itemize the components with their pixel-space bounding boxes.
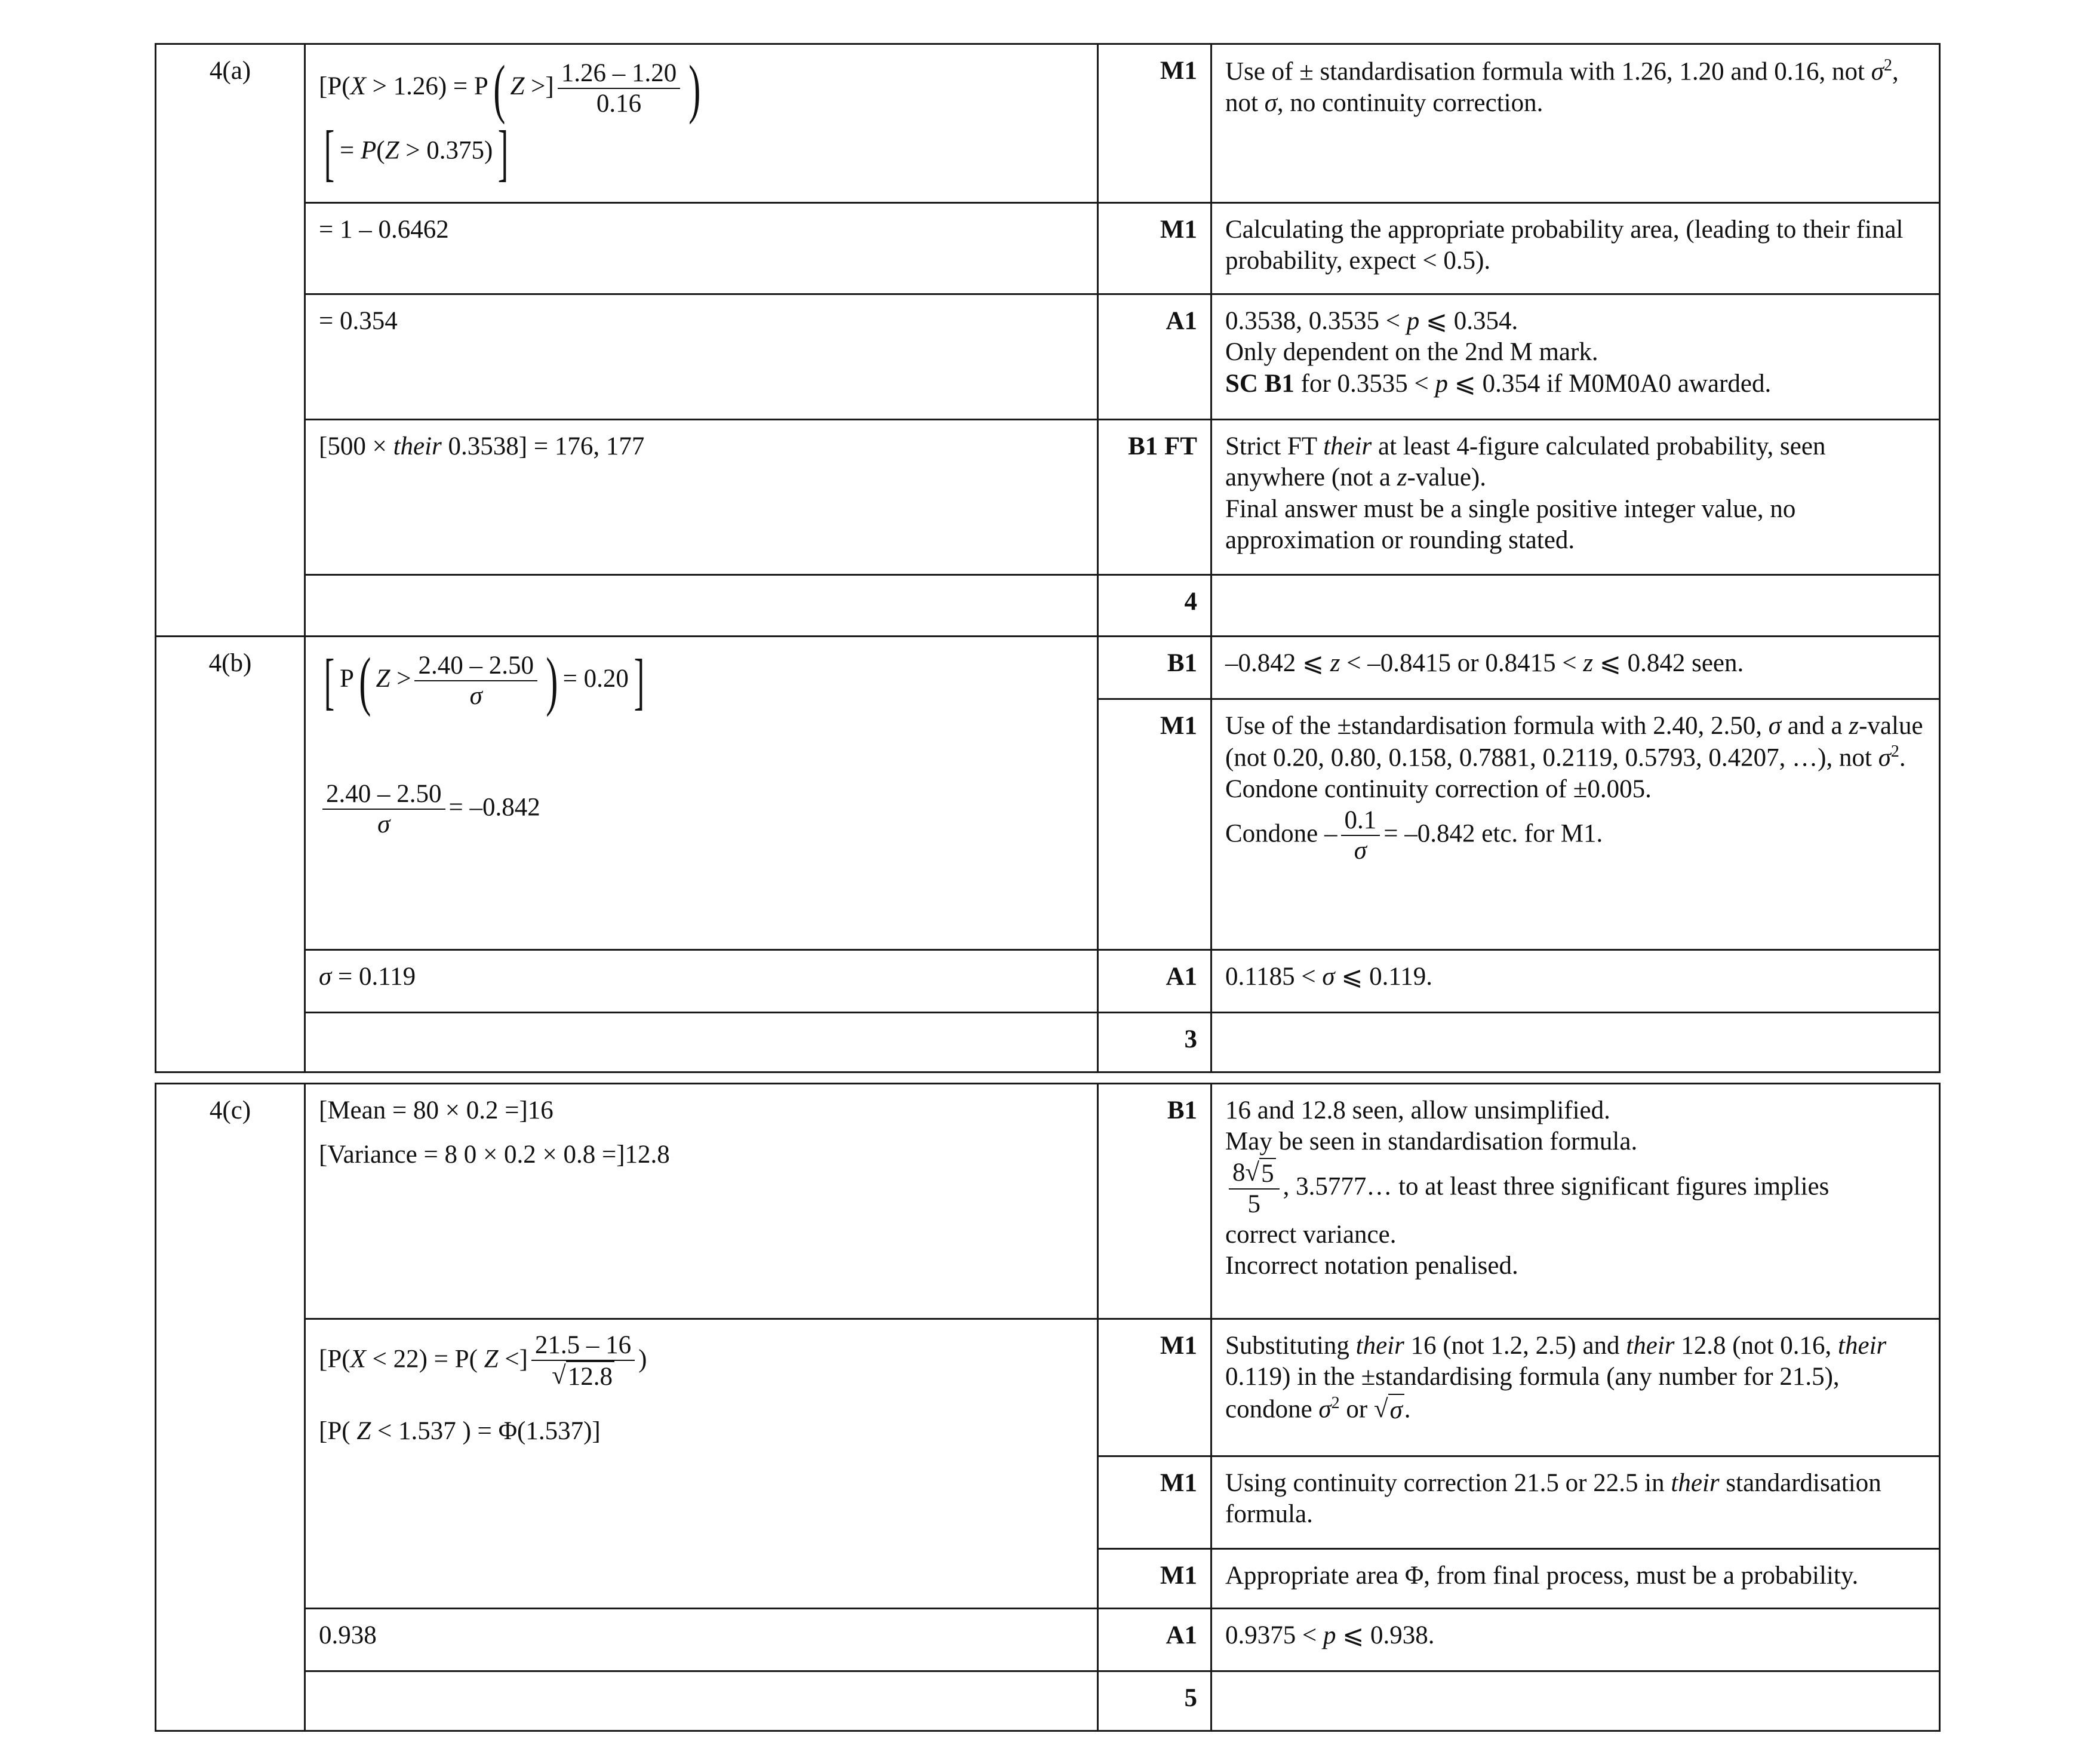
guidance-cell: Calculating the appropriate probability area, (leading to their final probability, expect < 0.5). [1211, 203, 1940, 294]
answer-line [319, 779, 1084, 840]
answer-cell [305, 1671, 1098, 1731]
guidance-text: < –0.8415 or 0.8415 < [1340, 649, 1583, 677]
guidance-text: 16 (not 1.2, 2.5) and [1404, 1332, 1626, 1360]
guidance-text: Use of ± standardisation formula with 1.26, 1.20 and 0.16, not [1225, 57, 1871, 86]
paren-close: ) [688, 52, 701, 125]
answer-cell [305, 44, 1098, 203]
variable-z: Z [376, 664, 390, 693]
answer-cell: 0.938 [305, 1609, 1098, 1671]
guidance-line [1225, 806, 1926, 866]
sigma-symbol: σ [1768, 712, 1781, 740]
answer-line: [Variance = 8 0 × 0.2 × 0.8 =]12.8 [319, 1141, 670, 1169]
guidance-cell [1211, 420, 1940, 575]
variable-p: P [360, 136, 377, 165]
table-row [156, 1319, 1940, 1456]
mark-code: B1 [1098, 637, 1211, 699]
guidance-cell [1211, 44, 1940, 203]
guidance-text: their [1838, 1332, 1887, 1360]
guidance-cell [1211, 699, 1940, 950]
answer-text: [P( [319, 72, 350, 100]
guidance-line: May be seen in standardisation formula. [1225, 1127, 1638, 1156]
guidance-text: –0.842 ⩽ [1225, 649, 1330, 677]
guidance-text: -value (not 0.20, 0.80, 0.158, 0.7881, 0.2119, 0.5793, 0.4207, …), not [1225, 712, 1923, 772]
fraction [322, 779, 445, 840]
superscript: 2 [1883, 56, 1892, 75]
guidance-text: ⩽ 0.354. [1419, 307, 1518, 335]
guidance-cell [1211, 1671, 1940, 1731]
fraction [531, 1330, 635, 1392]
sigma-symbol: σ [1878, 743, 1891, 772]
guidance-text: = –0.842 etc. for M1. [1383, 819, 1603, 847]
mark-code: M1 [1098, 699, 1211, 950]
fraction-denominator: σ [469, 682, 482, 710]
answer-cell [305, 1084, 1098, 1319]
sqrt-symbol: √ σ [1374, 1394, 1404, 1426]
fraction [558, 59, 681, 119]
variable-z: Z [385, 136, 399, 165]
guidance-text: ⩽ 0.354 if M0M0A0 awarded. [1448, 369, 1772, 398]
answer-line: [Mean = 80 × 0.2 =]16 [319, 1096, 554, 1124]
fraction-denominator: 0.16 [596, 90, 642, 118]
answer-text: their [393, 432, 442, 460]
guidance-cell [1211, 1319, 1940, 1456]
answer-text: ) [638, 1345, 647, 1373]
answer-text: = 0.119 [331, 963, 416, 991]
answer-line [319, 52, 1084, 125]
sqrt-symbol: √ 12.8 [552, 1361, 614, 1391]
mark-scheme-table [155, 43, 1941, 1732]
answer-text: ] [592, 1416, 601, 1445]
answer-line [319, 1416, 1084, 1447]
answer-text: 0.3538] = 176, 177 [441, 432, 645, 460]
table-row [156, 203, 1940, 294]
sigma-symbol: σ [1318, 1395, 1332, 1424]
guidance-text: at least 4-figure calculated probability, seen anywhere (not a [1225, 432, 1826, 492]
guidance-text: 12.8 [566, 1361, 614, 1391]
variable-z: z [1330, 649, 1340, 677]
spacer [319, 1392, 1084, 1416]
special-case-label: SC B1 [1225, 369, 1294, 398]
fraction-numerator [1229, 1158, 1280, 1190]
answer-text: [500 × [319, 432, 393, 460]
fraction-numerator: 2.40 – 2.50 [414, 651, 537, 681]
mark-code: B1 FT [1098, 420, 1211, 575]
variable-z: z [1397, 463, 1407, 492]
spacer [319, 1126, 1084, 1139]
guidance-text: 0.119) in the ±standardising formula (any number for 21.5), condone [1225, 1363, 1840, 1424]
table-row [156, 44, 1940, 203]
spacer [319, 714, 1084, 779]
guidance-cell [1211, 575, 1940, 637]
answer-text: <] [498, 1345, 528, 1373]
guidance-text: Using continuity correction 21.5 or 22.5 in [1225, 1469, 1671, 1497]
superscript: 2 [1331, 1393, 1340, 1412]
guidance-line [1225, 306, 1926, 337]
paren-open: ( [493, 52, 506, 125]
guidance-text: ⩽ 0.938. [1336, 1621, 1435, 1649]
answer-cell: = 1 – 0.6462 [305, 203, 1098, 294]
guidance-text: 0.3538, 0.3535 < [1225, 307, 1407, 335]
answer-line [319, 644, 1084, 717]
sigma-symbol: σ [1388, 1394, 1404, 1426]
mark-code: B1 [1098, 1084, 1211, 1319]
answer-text: > [390, 664, 411, 693]
fraction-denominator: σ [1354, 837, 1367, 865]
table-row [156, 575, 1940, 637]
sqrt-symbol: √ 5 [1246, 1158, 1276, 1188]
answer-cell [305, 1013, 1098, 1072]
variable-z: z [1849, 712, 1859, 740]
fraction-numerator: 2.40 – 2.50 [322, 779, 445, 810]
answer-text: Φ(1.537) [498, 1416, 592, 1445]
answer-text: > 0.375 [399, 136, 485, 165]
guidance-line [1225, 368, 1926, 399]
answer-cell [305, 575, 1098, 637]
fraction-numerator: 0.1 [1341, 806, 1380, 836]
question-label: 4(a) [156, 44, 305, 637]
variable-z: Z [356, 1416, 371, 1445]
guidance-text: 8 [1232, 1158, 1246, 1187]
guidance-text: 5 [1259, 1158, 1276, 1188]
answer-text: < 1.537 ) = [371, 1416, 499, 1445]
guidance-line: Only dependent on the 2nd M mark. [1225, 338, 1598, 367]
guidance-line: 16 and 12.8 seen, allow unsimplified. [1225, 1096, 1610, 1124]
guidance-text: standardisation formula. [1225, 1469, 1881, 1529]
guidance-text: . [1404, 1395, 1411, 1424]
paren-close: ) [546, 644, 558, 717]
answer-cell [305, 1319, 1098, 1609]
paren-open: ( [359, 644, 371, 717]
fraction-denominator: σ [377, 810, 390, 839]
guidance-text: Use of the ±standardisation formula with 2.40, 2.50, [1225, 712, 1769, 740]
guidance-line: correct variance. [1225, 1220, 1397, 1249]
guidance-line [1225, 1158, 1926, 1219]
mark-code: A1 [1098, 294, 1211, 420]
mark-code: M1 [1098, 44, 1211, 203]
variable-z: Z [484, 1345, 499, 1373]
answer-text: = –0.842 [448, 793, 540, 822]
answer-text: [P( [319, 1345, 350, 1373]
variable-x: X [350, 1345, 366, 1373]
fraction [1229, 1158, 1280, 1219]
question-label: 4(b) [156, 637, 305, 1072]
fraction-denominator: 5 [1247, 1190, 1261, 1219]
guidance-text: 0.1185 < [1225, 963, 1323, 991]
guidance-text: ⩽ 0.842 seen. [1593, 649, 1744, 677]
sigma-symbol: σ [1264, 88, 1277, 117]
guidance-cell [1211, 294, 1940, 420]
answer-cell [305, 420, 1098, 575]
table-row [156, 637, 1940, 699]
answer-cell [305, 637, 1098, 950]
answer-text: >] [524, 72, 554, 100]
table-row [156, 294, 1940, 420]
answer-text: < 22) = P( [365, 1345, 484, 1373]
variable-p: p [1406, 307, 1420, 335]
guidance-line [1225, 711, 1926, 774]
mark-code: A1 [1098, 1609, 1211, 1671]
guidance-cell [1211, 1084, 1940, 1319]
guidance-cell [1211, 1609, 1940, 1671]
guidance-text: their [1355, 1332, 1404, 1360]
guidance-cell [1211, 950, 1940, 1013]
table-row [156, 1671, 1940, 1731]
guidance-text: , no continuity correction. [1277, 88, 1543, 117]
guidance-cell [1211, 637, 1940, 699]
bracket-close: ] [498, 118, 509, 188]
answer-text: [P( [319, 1416, 357, 1445]
guidance-text: . [1899, 743, 1906, 772]
table-row [156, 420, 1940, 575]
guidance-text: 0.9375 < [1225, 1621, 1324, 1649]
answer-line [319, 1330, 1084, 1392]
variable-z: z [1583, 649, 1594, 677]
bracket-close: ] [634, 646, 645, 716]
sigma-symbol: σ [1322, 963, 1335, 991]
table-row [156, 1013, 1940, 1072]
answer-cell [305, 950, 1098, 1013]
variable-p: p [1323, 1621, 1336, 1649]
superscript: 2 [1890, 742, 1899, 761]
guidance-text: -value). [1407, 463, 1486, 492]
guidance-text: for 0.3535 < [1294, 369, 1435, 398]
guidance-text: their [1671, 1469, 1720, 1497]
answer-text: > 1.26) = P [365, 72, 488, 100]
guidance-text: their [1626, 1332, 1675, 1360]
section-separator [156, 1072, 1940, 1084]
answer-text: = 0.20 [562, 664, 629, 693]
guidance-text: Strict FT [1225, 432, 1324, 460]
mark-code: A1 [1098, 950, 1211, 1013]
guidance-line: Final answer must be a single positive integer value, no approximation or rounding stated. [1225, 494, 1796, 555]
guidance-cell [1211, 1013, 1940, 1072]
guidance-line: Incorrect notation penalised. [1225, 1252, 1518, 1280]
fraction-numerator: 21.5 – 16 [531, 1330, 635, 1361]
variable-x: X [350, 72, 366, 100]
total-marks: 5 [1098, 1671, 1211, 1731]
table-row [156, 1609, 1940, 1671]
guidance-text: or [1339, 1395, 1374, 1424]
guidance-text: – [1324, 819, 1337, 847]
guidance-text: ⩽ 0.119. [1334, 963, 1433, 991]
fraction-denominator [548, 1361, 618, 1391]
answer-line: [ = P(Z > 0.375)] [324, 118, 509, 188]
guidance-text: 12.8 (not 0.16, [1674, 1332, 1838, 1360]
bracket-open: [ [324, 646, 335, 716]
answer-text: ( [376, 136, 385, 165]
guidance-text: their [1323, 432, 1372, 460]
table-row [156, 1084, 1940, 1319]
mark-code: M1 [1098, 1456, 1211, 1549]
guidance-line [1225, 431, 1926, 494]
guidance-text: Condone [1225, 819, 1325, 847]
guidance-text: Substituting [1225, 1332, 1356, 1360]
guidance-text: , 3.5777… to at least three significant figures implies [1283, 1172, 1829, 1201]
total-marks: 3 [1098, 1013, 1211, 1072]
answer-cell: = 0.354 [305, 294, 1098, 420]
bracket-open: [ [324, 118, 335, 188]
mark-code: M1 [1098, 203, 1211, 294]
answer-text: = [339, 136, 361, 165]
sigma-symbol: σ [319, 963, 332, 991]
variable-z: Z [510, 72, 525, 100]
fraction [1341, 806, 1380, 866]
fraction-numerator: 1.26 – 1.20 [558, 59, 681, 89]
mark-code: M1 [1098, 1319, 1211, 1456]
guidance-text: , not [1225, 57, 1899, 117]
total-marks: 4 [1098, 575, 1211, 637]
fraction [414, 651, 537, 711]
guidance-line: Condone continuity correction of ±0.005. [1225, 775, 1652, 804]
guidance-cell [1211, 1456, 1940, 1549]
table-row [156, 950, 1940, 1013]
guidance-text: and a [1781, 712, 1849, 740]
mark-code: M1 [1098, 1549, 1211, 1609]
question-label: 4(c) [156, 1084, 305, 1731]
sigma-symbol: σ [1871, 57, 1884, 86]
answer-text: P [339, 664, 354, 693]
guidance-cell: Appropriate area Φ, from final process, must be a probability. [1211, 1549, 1940, 1609]
variable-p: p [1435, 369, 1449, 398]
